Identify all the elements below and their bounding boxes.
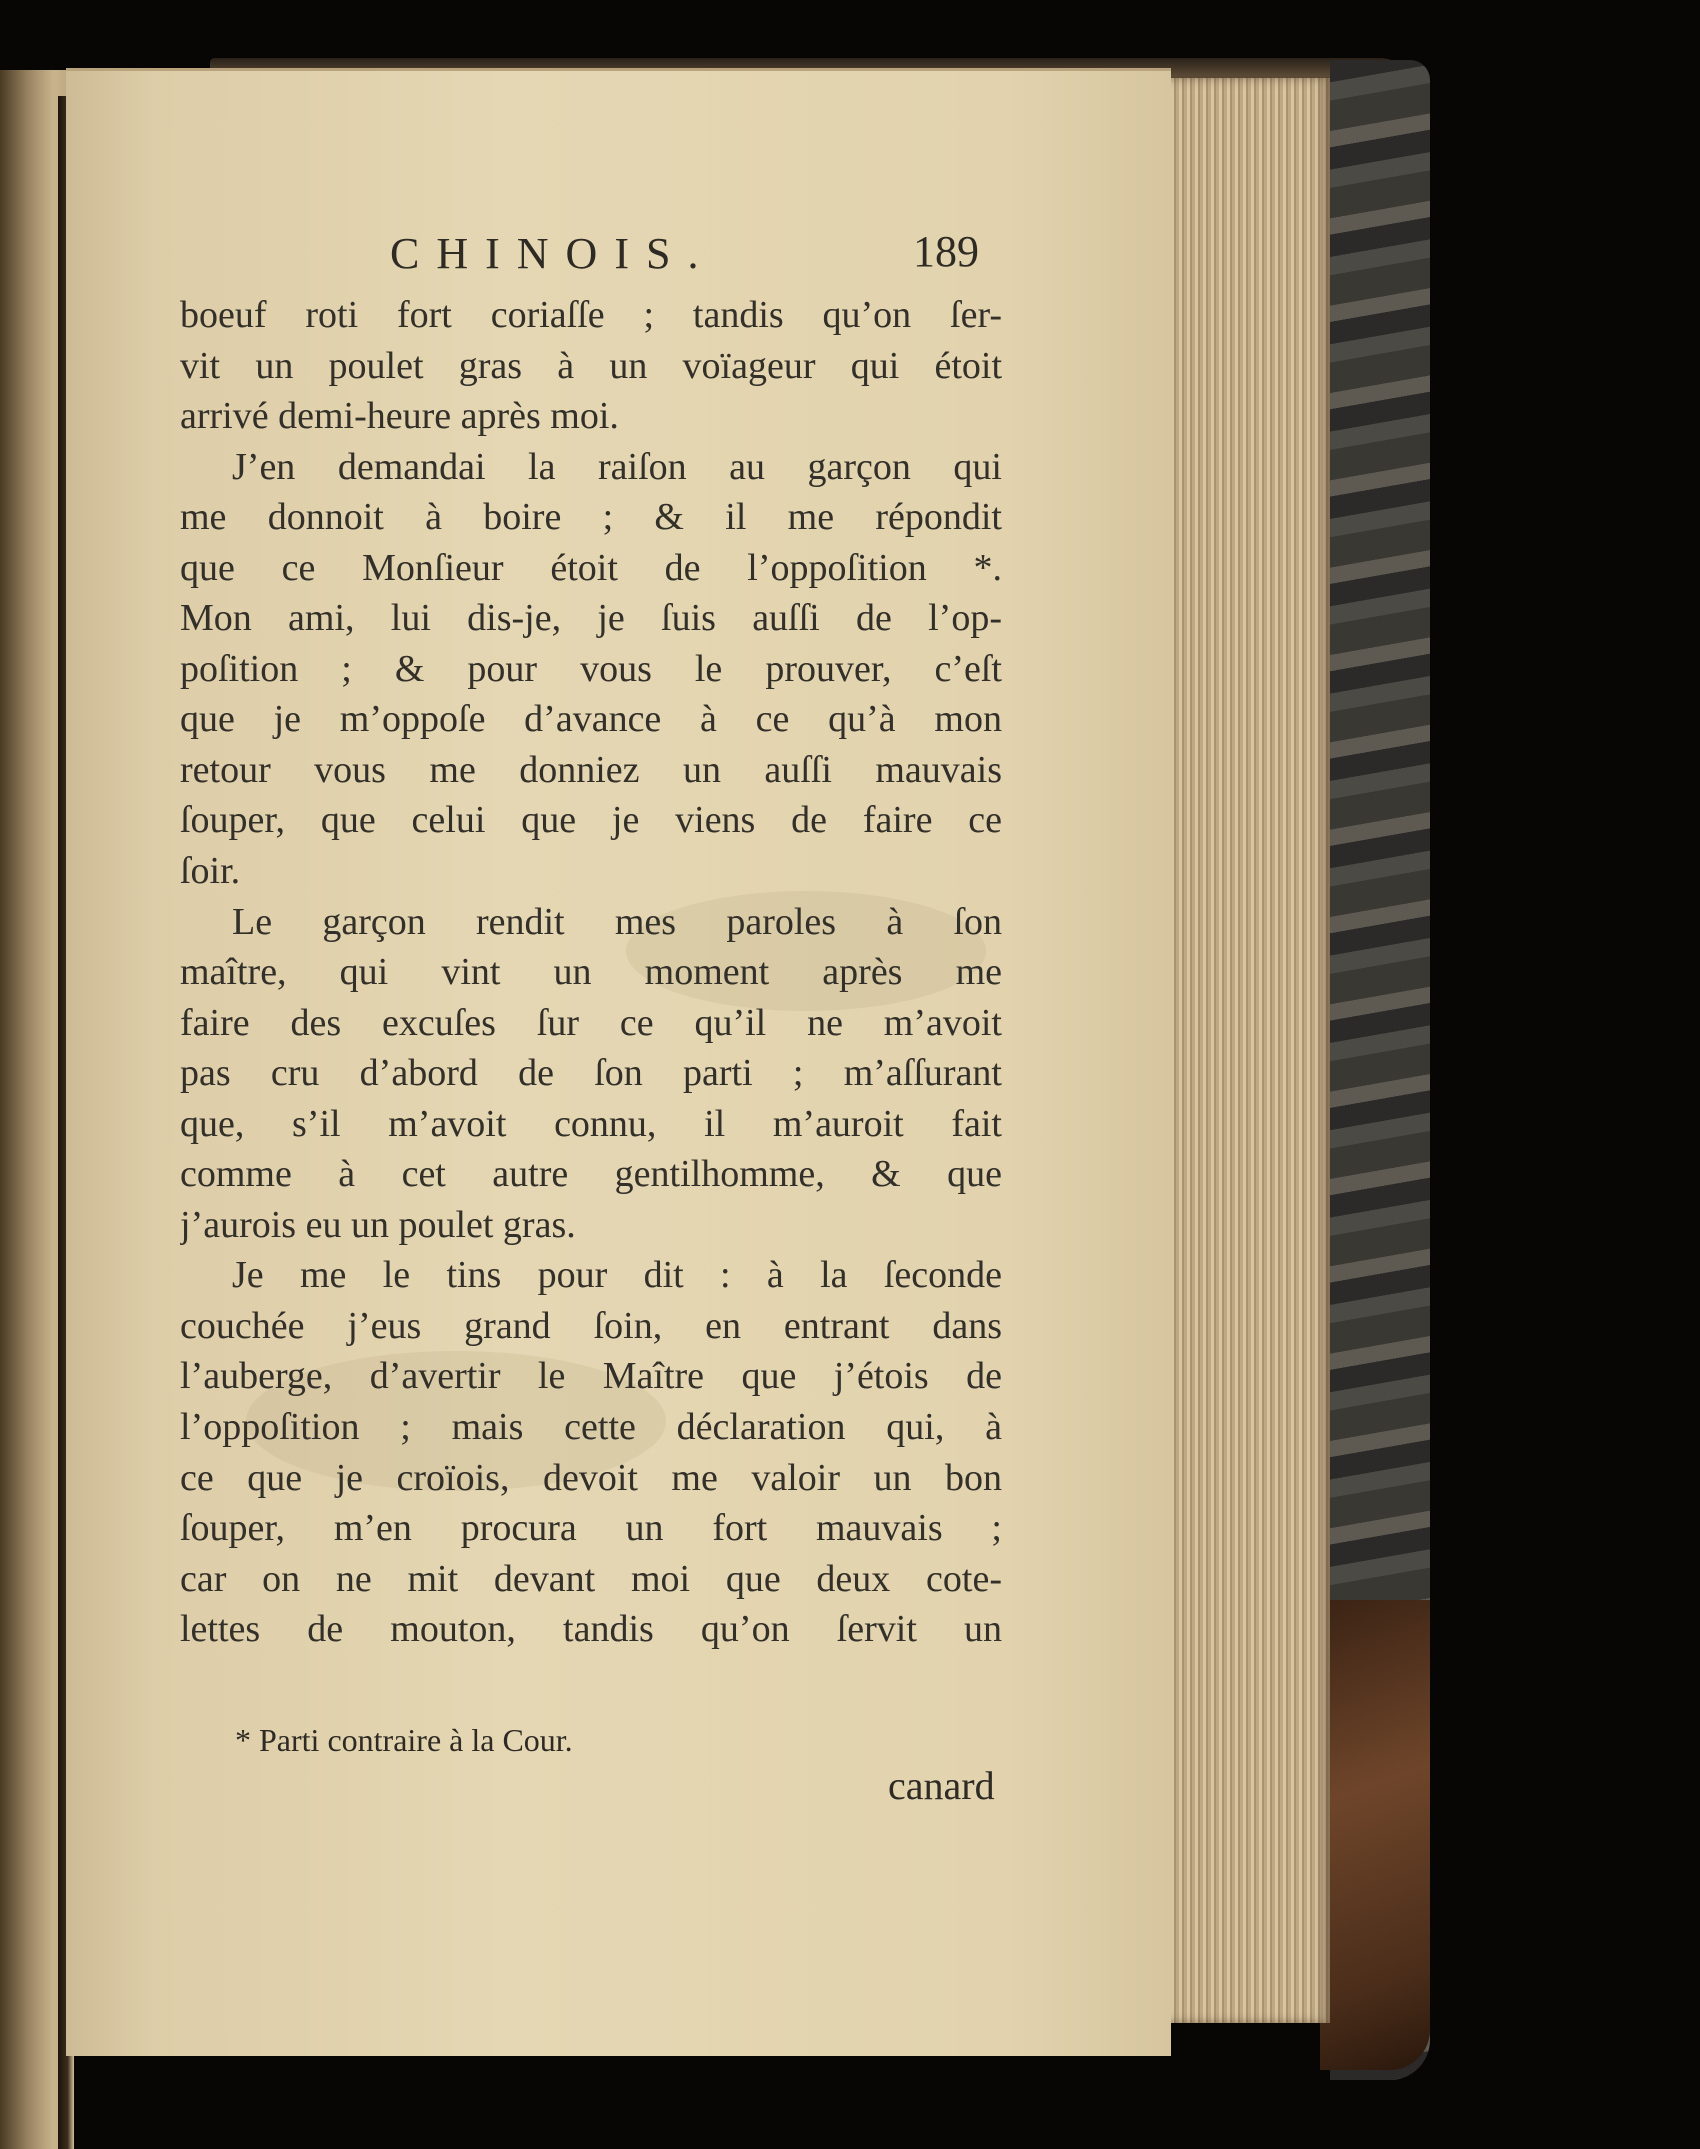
text-line: poſition ; & pour vous le prouver, c’eſt [180,647,1002,690]
body-text [180,290,1002,1655]
text-line: J’en demandai la raiſon au garçon qui [232,445,1002,488]
page-edges [1160,78,1330,2023]
text-line: boeuf roti fort coriaſſe ; tandis qu’on ſer- [180,294,1002,336]
text-line: que, s’il m’avoit connu, il m’auroit fait [180,1102,1002,1145]
footnote: * Parti contraire à la Cour. [235,1722,573,1758]
text-line: lettes de mouton, tandis qu’on ſervit un [180,1608,1002,1651]
text-line: ſouper, que celui que je viens de faire ce [180,799,1002,842]
text-line: ſouper, m’en procura un fort mauvais ; [180,1507,1002,1550]
text-line: Le garçon rendit mes paroles à ſon [232,900,1002,943]
text-line: Je me le tins pour dit : à la ſeconde [232,1254,1002,1297]
running-head: CHINOIS. [390,229,716,278]
catchword: canard [888,1763,995,1808]
text-line: que je m’oppoſe d’avance à ce qu’à mon [180,698,1002,741]
text-line: me donnoit à boire ; & il me répondit [180,496,1002,539]
text-line: l’oppoſition ; mais cette déclaration qui, à [180,1406,1002,1449]
text-line: maître, qui vint un moment après me [180,951,1002,994]
text-line: couchée j’eus grand ſoin, en entrant dans [180,1304,1002,1347]
text-line: ſoir. [180,850,241,893]
text-line: l’auberge, d’avertir le Maître que j’étois de [180,1355,1002,1398]
text-line: arrivé demi-heure après moi. [180,395,619,438]
text-line: Mon ami, lui dis-je, je ſuis auſſi de l’op- [180,597,1002,640]
text-line: car on ne mit devant moi que deux cote- [180,1557,1002,1600]
text-line: ce que je croïois, devoit me valoir un bon [180,1456,1002,1499]
text-line: que ce Monſieur étoit de l’oppoſition *. [180,546,1002,589]
text-line: comme à cet autre gentilhomme, & que [180,1153,1002,1196]
text-line: faire des excuſes ſur ce qu’il ne m’avoit [180,1001,1002,1044]
leather-cover-corner [1320,1600,1430,2070]
text-line: vit un poulet gras à un voïageur qui étoit [180,344,1002,387]
text-line: retour vous me donniez un auſſi mauvais [180,748,1002,791]
text-line: j’aurois eu un poulet gras. [180,1203,576,1246]
text-line: pas cru d’abord de ſon parti ; m’aſſurant [180,1052,1002,1095]
page-number: 189 [913,227,979,276]
